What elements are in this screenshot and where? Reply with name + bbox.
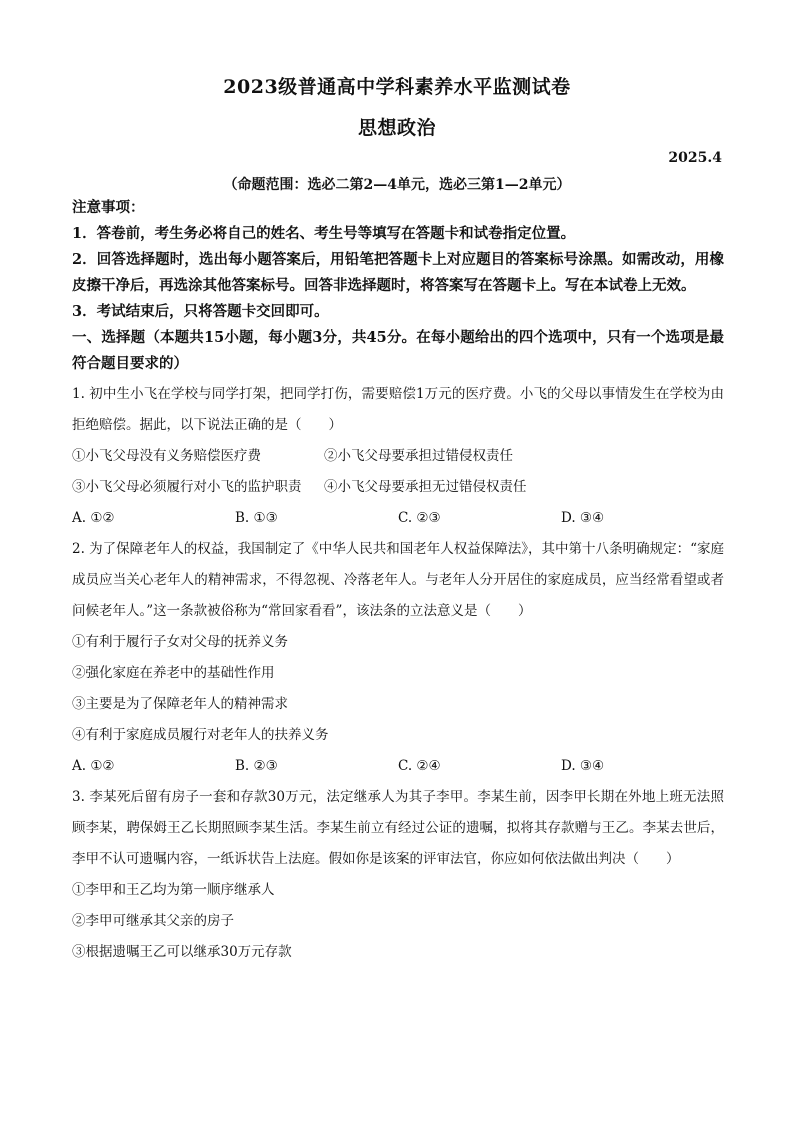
choice-row	[72, 503, 724, 534]
statement: ③主要是为了保障老年人的精神需求	[72, 696, 288, 712]
note-item: 1．答卷前，考生务必将自己的姓名、考生号等填写在答题卡和试卷指定位置。	[72, 225, 576, 242]
question-stem: 3. 李某死后留有房子一套和存款30万元，法定继承人为其子李甲。李某生前，因李甲长期在外地上班无法照顾李某，聘保姆王乙长期照顾李某生活。李某生前立有经过公证的遗嘱，拟将其存款赠与王乙。李某去世后，李甲不认可遗嘱内容，一纸诉状告上法庭。假如你是该案的评审法官，你应如何依法做出判决（ ）	[72, 789, 724, 867]
statement: ②强化家庭在养老中的基础性作用	[72, 665, 275, 681]
subject-title: 思想政治	[357, 117, 436, 139]
question-stem: 1. 初中生小飞在学校与同学打架，把同学打伤，需要赔偿1万元的医疗费。小飞的父母以事情发生在学校为由拒绝赔偿。据此，以下说法正确的是（ ）	[72, 386, 724, 433]
statement: ①有利于履行子女对父母的抚养义务	[72, 634, 288, 650]
exam-date: 2025.4	[668, 150, 722, 166]
choice-option: B. ①③	[235, 510, 278, 526]
statement: ④有利于家庭成员履行对老年人的扶养义务	[72, 727, 329, 743]
statement: ②李甲可继承其父亲的房子	[72, 913, 234, 929]
notes-heading: 注意事项：	[72, 199, 145, 216]
exam-title: 2023级普通高中学科素养水平监测试卷	[223, 76, 571, 98]
note-item: 2．回答选择题时，选出每小题答案后，用铅笔把答题卡上对应题目的答案标号涂黑。如需改动，用橡皮擦干净后，再选涂其他答案标号。回答非选择题时，将答案写在答题卡上。写在本试卷上无效。	[72, 251, 724, 294]
choice-option: C. ②③	[398, 510, 441, 526]
note-item: 3．考试结束后，只将答题卡交回即可。	[72, 303, 329, 320]
statement: ④小飞父母要承担无过错侵权责任	[324, 479, 527, 495]
statement-row	[72, 441, 724, 472]
statement: ①小飞父母没有义务赔偿医疗费	[72, 448, 261, 464]
exam-content	[72, 195, 724, 968]
choice-option: B. ②③	[235, 758, 278, 774]
question-stem: 2. 为了保障老年人的权益，我国制定了《中华人民共和国老年人权益保障法》，其中第十八条明确规定：“家庭成员应当关心老年人的精神需求，不得忽视、冷落老年人。与老年人分开居住的家庭成员，应当经常看望或者问候老年人。”这一条款被俗称为“常回家看看”，该法条的立法意义是（ ）	[72, 541, 724, 619]
section-heading: 一、选择题（本题共15小题，每小题3分，共45分。在每小题给出的四个选项中，只有一个选项是最符合题目要求的）	[72, 329, 724, 372]
statement: ③小飞父母必须履行对小飞的监护职责	[72, 479, 302, 495]
statement: ③根据遗嘱王乙可以继承30万元存款	[72, 944, 292, 960]
choice-option: D. ③④	[561, 758, 605, 774]
choice-row	[72, 751, 724, 782]
statement: ②小飞父母要承担过错侵权责任	[324, 448, 513, 464]
choice-option: C. ②④	[398, 758, 441, 774]
choice-option: A. ①②	[72, 758, 115, 774]
statement-row	[72, 472, 724, 503]
statement: ①李甲和王乙均为第一顺序继承人	[72, 882, 275, 898]
choice-option: D. ③④	[561, 510, 605, 526]
choice-option: A. ①②	[72, 510, 115, 526]
exam-scope: （命题范围：选必二第2—4单元，选必三第1—2单元）	[223, 177, 571, 193]
